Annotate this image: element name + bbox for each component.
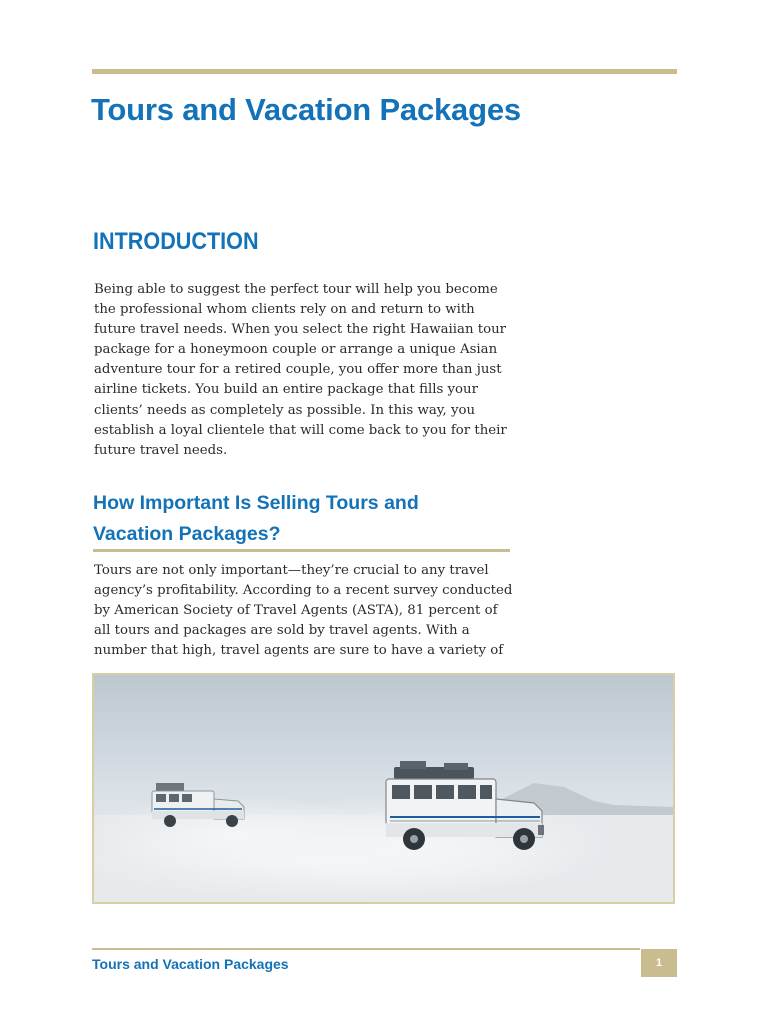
footer-title: Tours and Vacation Packages — [92, 956, 289, 972]
sub-heading-rule — [93, 549, 510, 552]
introduction-paragraph: Being able to suggest the perfect tour will help you become the professional whom clients rely on and return to with future travel needs. When you select the right Hawaiian tour package for a honeymoon couple or arrange a unique Asian adventure tour for a retired couple, you offer more than just airline tickets. You build an entire package that fills your clients’ needs as completely as possible. In this way, you establish a loyal clientele that will come back to you for their future travel needs. — [94, 282, 507, 458]
selling-heading-line-1: How Important Is Selling Tours and — [93, 492, 419, 514]
footer-rule — [92, 948, 640, 950]
top-rule — [92, 69, 677, 74]
introduction-heading: INTRODUCTION — [93, 228, 259, 255]
page-number: 1 — [655, 957, 663, 969]
selling-section-heading — [93, 488, 513, 550]
page-number-box — [641, 949, 677, 977]
desert-jeeps-photo — [92, 673, 675, 904]
desert-jeeps-illustration — [94, 675, 673, 902]
selling-heading-line-2: Vacation Packages? — [93, 523, 281, 545]
page-title: Tours and Vacation Packages — [91, 92, 521, 127]
selling-section-paragraph: Tours are not only important—they’re crucial to any travel agency’s profitability. According to a recent survey conducted by American Society of Travel Agents (ASTA), 81 percent of all tours and packages are sold by travel agents. With a number that high, travel agents are sure to have a variety of — [94, 563, 513, 659]
